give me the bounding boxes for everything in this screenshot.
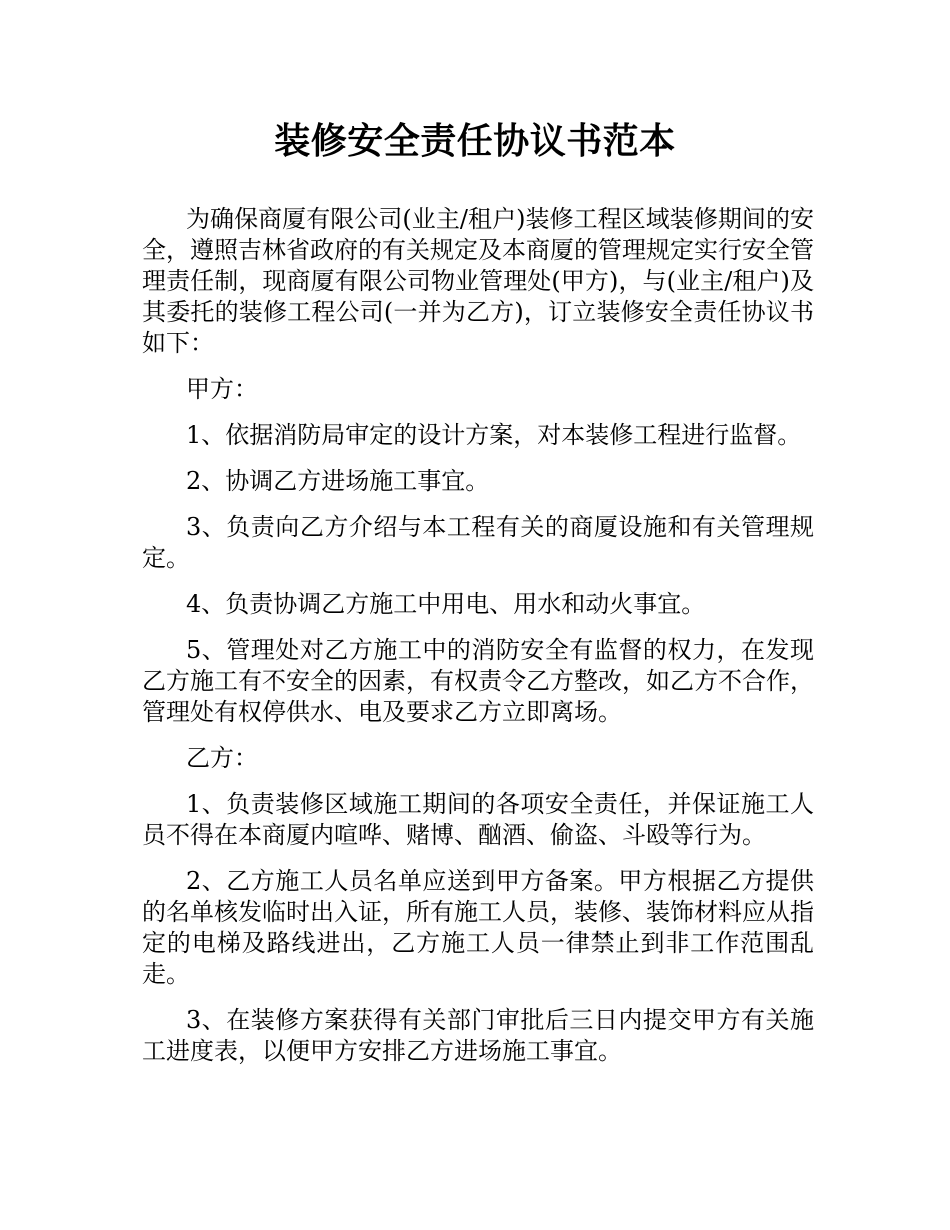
party-b-clause-3: 3、在装修方案获得有关部门审批后三日内提交甲方有关施工进度表，以便甲方安排乙方进场施工事宜。 bbox=[142, 1006, 814, 1065]
party-a-heading: 甲方： bbox=[186, 375, 258, 403]
party-a-clause-1: 1、依据消防局审定的设计方案，对本装修工程进行监督。 bbox=[186, 421, 802, 449]
party-a-clause-3: 3、负责向乙方介绍与本工程有关的商厦设施和有关管理规定。 bbox=[142, 513, 814, 572]
party-a-clause-2: 2、协调乙方进场施工事宜。 bbox=[186, 467, 490, 495]
party-b-clause-1: 1、负责装修区域施工期间的各项安全责任，并保证施工人员不得在本商厦内喧哗、赌博、酗酒、偷盗、斗殴等行为。 bbox=[142, 790, 814, 849]
party-b-heading: 乙方： bbox=[186, 744, 258, 772]
party-a-clause-5: 5、管理处对乙方施工中的消防安全有监督的权力，在发现乙方施工有不安全的因素，有权责令乙方整改，如乙方不合作，管理处有权停供水、电及要求乙方立即离场。 bbox=[142, 636, 814, 726]
paragraph-intro: 为确保商厦有限公司(业主/租户)装修工程区域装修期间的安全，遵照吉林省政府的有关规定及本商厦的管理规定实行安全管理责任制，现商厦有限公司物业管理处(甲方)，与(业主/租户)及其委托的装修工程公司(一并为乙方)，订立装修安全责任协议书如下： bbox=[142, 205, 814, 357]
document-title: 装修安全责任协议书范本 bbox=[274, 121, 676, 162]
party-a-clause-4: 4、负责协调乙方施工中用电、用水和动火事宜。 bbox=[186, 590, 706, 618]
document-body bbox=[142, 204, 814, 1082]
party-b-clause-2: 2、乙方施工人员名单应送到甲方备案。甲方根据乙方提供的名单核发临时出入证，所有施工人员，装修、装饰材料应从指定的电梯及路线进出，乙方施工人员一律禁止到非工作范围乱走。 bbox=[142, 867, 814, 988]
